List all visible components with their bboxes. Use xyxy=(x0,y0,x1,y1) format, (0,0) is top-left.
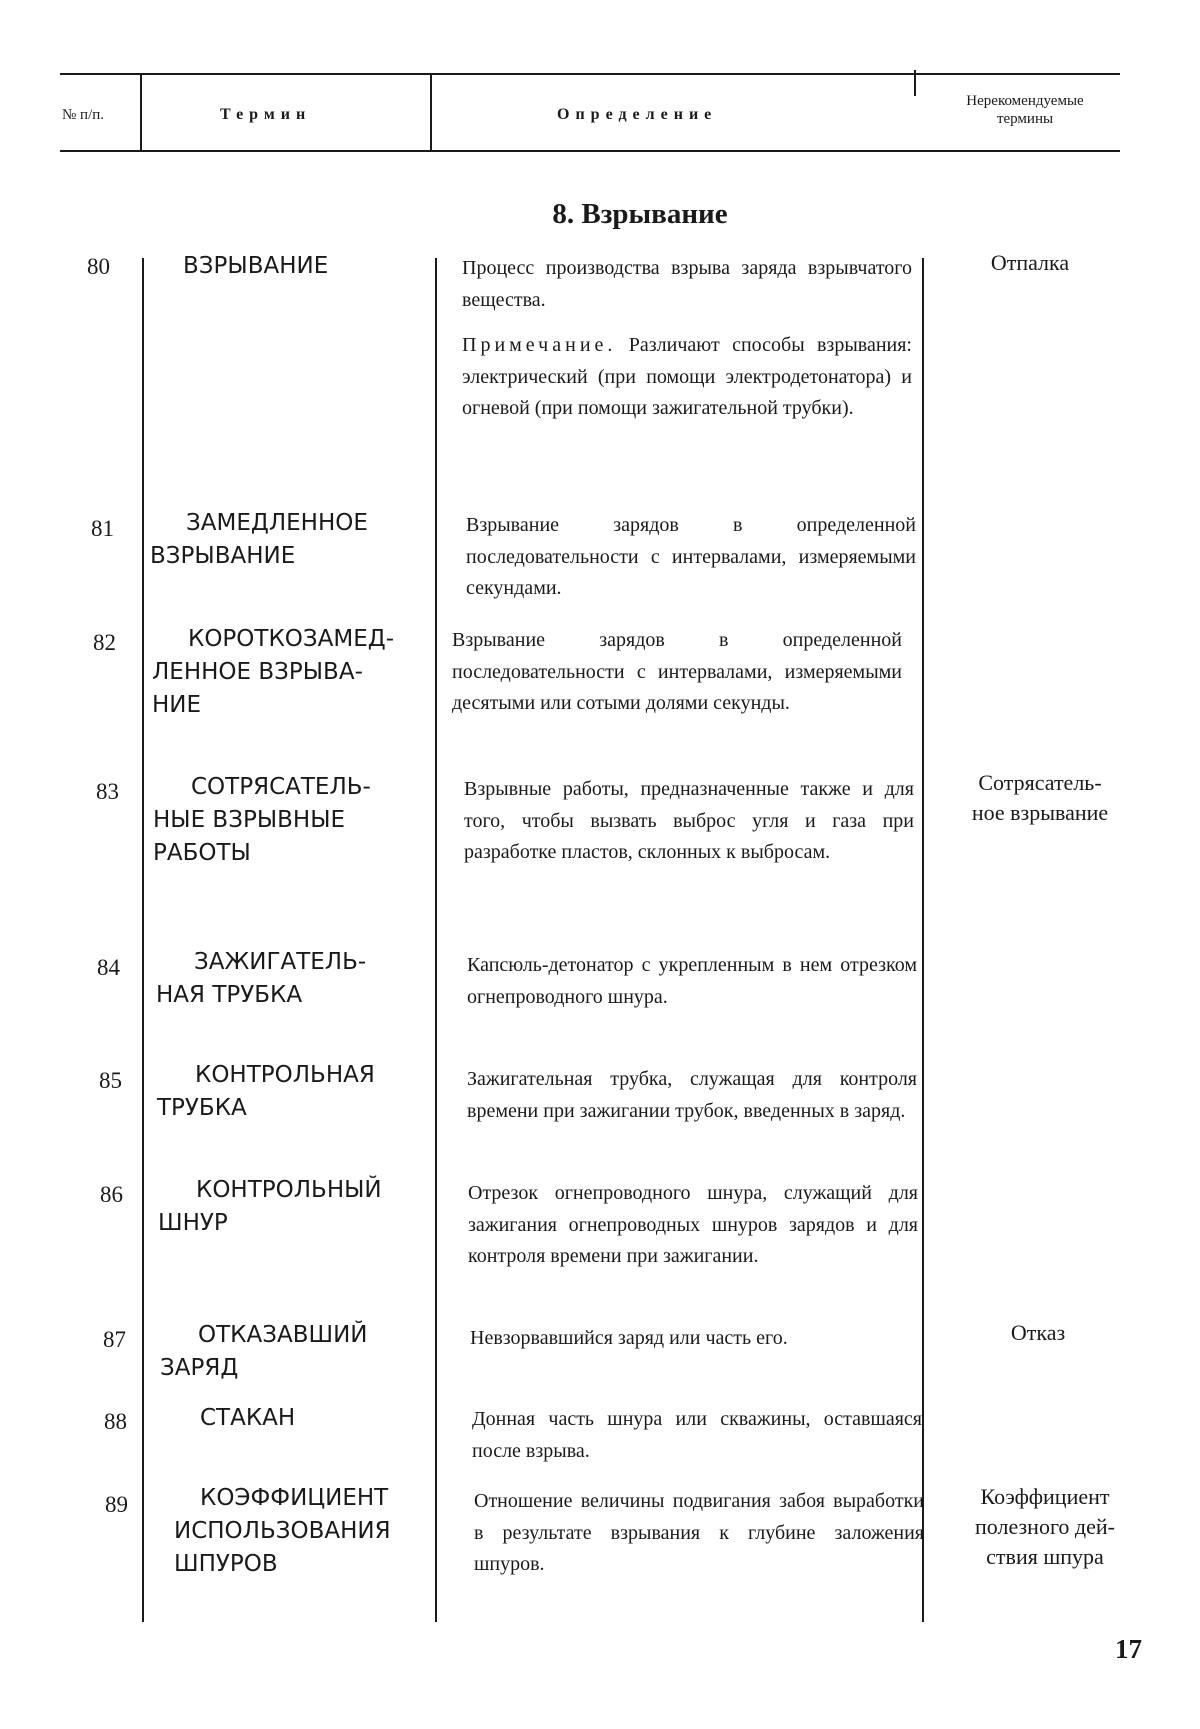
row-definition: Невзорвавшийся заряд или часть его. xyxy=(470,1327,788,1349)
row-term: СОТРЯСАТЕЛЬ- НЫЕ ВЗРЫВНЫЕ РАБОТЫ xyxy=(153,774,371,866)
header-term: Термин xyxy=(220,106,312,123)
row-number: 87 xyxy=(103,1327,126,1352)
row-nonrecommended: Отпалка xyxy=(990,250,1070,275)
row-term: ОТКАЗАВШИЙ ЗАРЯД xyxy=(160,1322,368,1381)
row-number: 83 xyxy=(96,779,119,804)
row-definition: Отрезок огнепроводного шнура, служащий для зажигания огнепроводных шнуров зарядов и для контроля времени при зажигании. xyxy=(468,1182,918,1267)
row-number: 82 xyxy=(93,630,116,655)
header-top-rule xyxy=(60,73,1120,75)
header-bottom-rule xyxy=(60,150,1120,152)
header-divider xyxy=(914,70,916,96)
header-nonrecommended: Нерекомендуемые термины xyxy=(966,93,1084,127)
row-definition: Процесс производства взрыва заряда взрывчатого вещества. xyxy=(462,257,912,311)
row-number: 85 xyxy=(99,1068,122,1093)
row-number: 89 xyxy=(105,1492,128,1517)
row-definition: Взрывные работы, предназначенные также и для того, чтобы вызвать выброс угля и газа при разработке пластов, склонных к выбросам. xyxy=(464,778,914,863)
row-term: СТАКАН xyxy=(200,1405,296,1431)
header-num: № п/п. xyxy=(62,107,105,123)
row-term: КОНТРОЛЬНАЯ ТРУБКА xyxy=(157,1062,375,1121)
column-divider-num xyxy=(142,258,144,1622)
row-number: 81 xyxy=(91,516,114,541)
row-number: 86 xyxy=(100,1182,123,1207)
note-text: Различают способы взрывания: электрический (при помощи электродетонатора) и огневой (при помощи зажигательной трубки). xyxy=(462,334,912,419)
column-divider-definition xyxy=(922,258,924,1622)
row-definition: Взрывание зарядов в определенной последовательности с интервалами, измеряемыми десятыми или сотыми долями секунды. xyxy=(452,629,902,714)
note-label: Примечание. xyxy=(462,334,617,356)
row-term: ВЗРЫВАНИЕ xyxy=(183,253,329,279)
row-definition: Отношение величины подвигания забоя выработки в результате взрывания к глубине заложения шпуров. xyxy=(474,1490,924,1575)
row-number: 88 xyxy=(104,1409,127,1434)
row-term: ЗАМЕДЛЕННОЕ ВЗРЫВАНИЕ xyxy=(150,510,368,569)
header-definition: Определение xyxy=(557,106,718,123)
row-number: 84 xyxy=(97,955,120,980)
header-divider xyxy=(140,75,142,150)
row-nonrecommended: Отказ xyxy=(1010,1320,1066,1345)
row-term: КОНТРОЛЬНЫЙ ШНУР xyxy=(158,1177,382,1236)
row-nonrecommended: Коэффициент полезного дей- ствия шпура xyxy=(975,1484,1115,1569)
row-nonrecommended: Сотрясатель- ное взрывание xyxy=(971,770,1109,825)
row-term: КОЭФФИЦИЕНТ ИСПОЛЬЗОВАНИЯ ШПУРОВ xyxy=(174,1485,391,1577)
row-definition: Донная часть шнура или скважины, оставшаяся после взрыва. xyxy=(472,1408,922,1462)
row-term: ЗАЖИГАТЕЛЬ- НАЯ ТРУБКА xyxy=(156,949,367,1008)
row-definition: Зажигательная трубка, служащая для контроля времени при зажигании трубок, введенных в заряд. xyxy=(467,1068,917,1122)
row-term: КОРОТКОЗАМЕД- ЛЕННОЕ ВЗРЫВА- НИЕ xyxy=(152,626,395,718)
page-number: 17 xyxy=(1115,1634,1142,1664)
row-number: 80 xyxy=(87,254,110,279)
header-divider xyxy=(430,75,432,150)
row-definition: Взрывание зарядов в определенной последовательности с интервалами, измеряемыми секундами. xyxy=(466,514,916,599)
row-definition: Капсюль-детонатор с укрепленным в нем отрезком огнепроводного шнура. xyxy=(467,954,917,1008)
section-title: 8. Взрывание xyxy=(552,198,728,230)
row-note xyxy=(462,330,912,425)
